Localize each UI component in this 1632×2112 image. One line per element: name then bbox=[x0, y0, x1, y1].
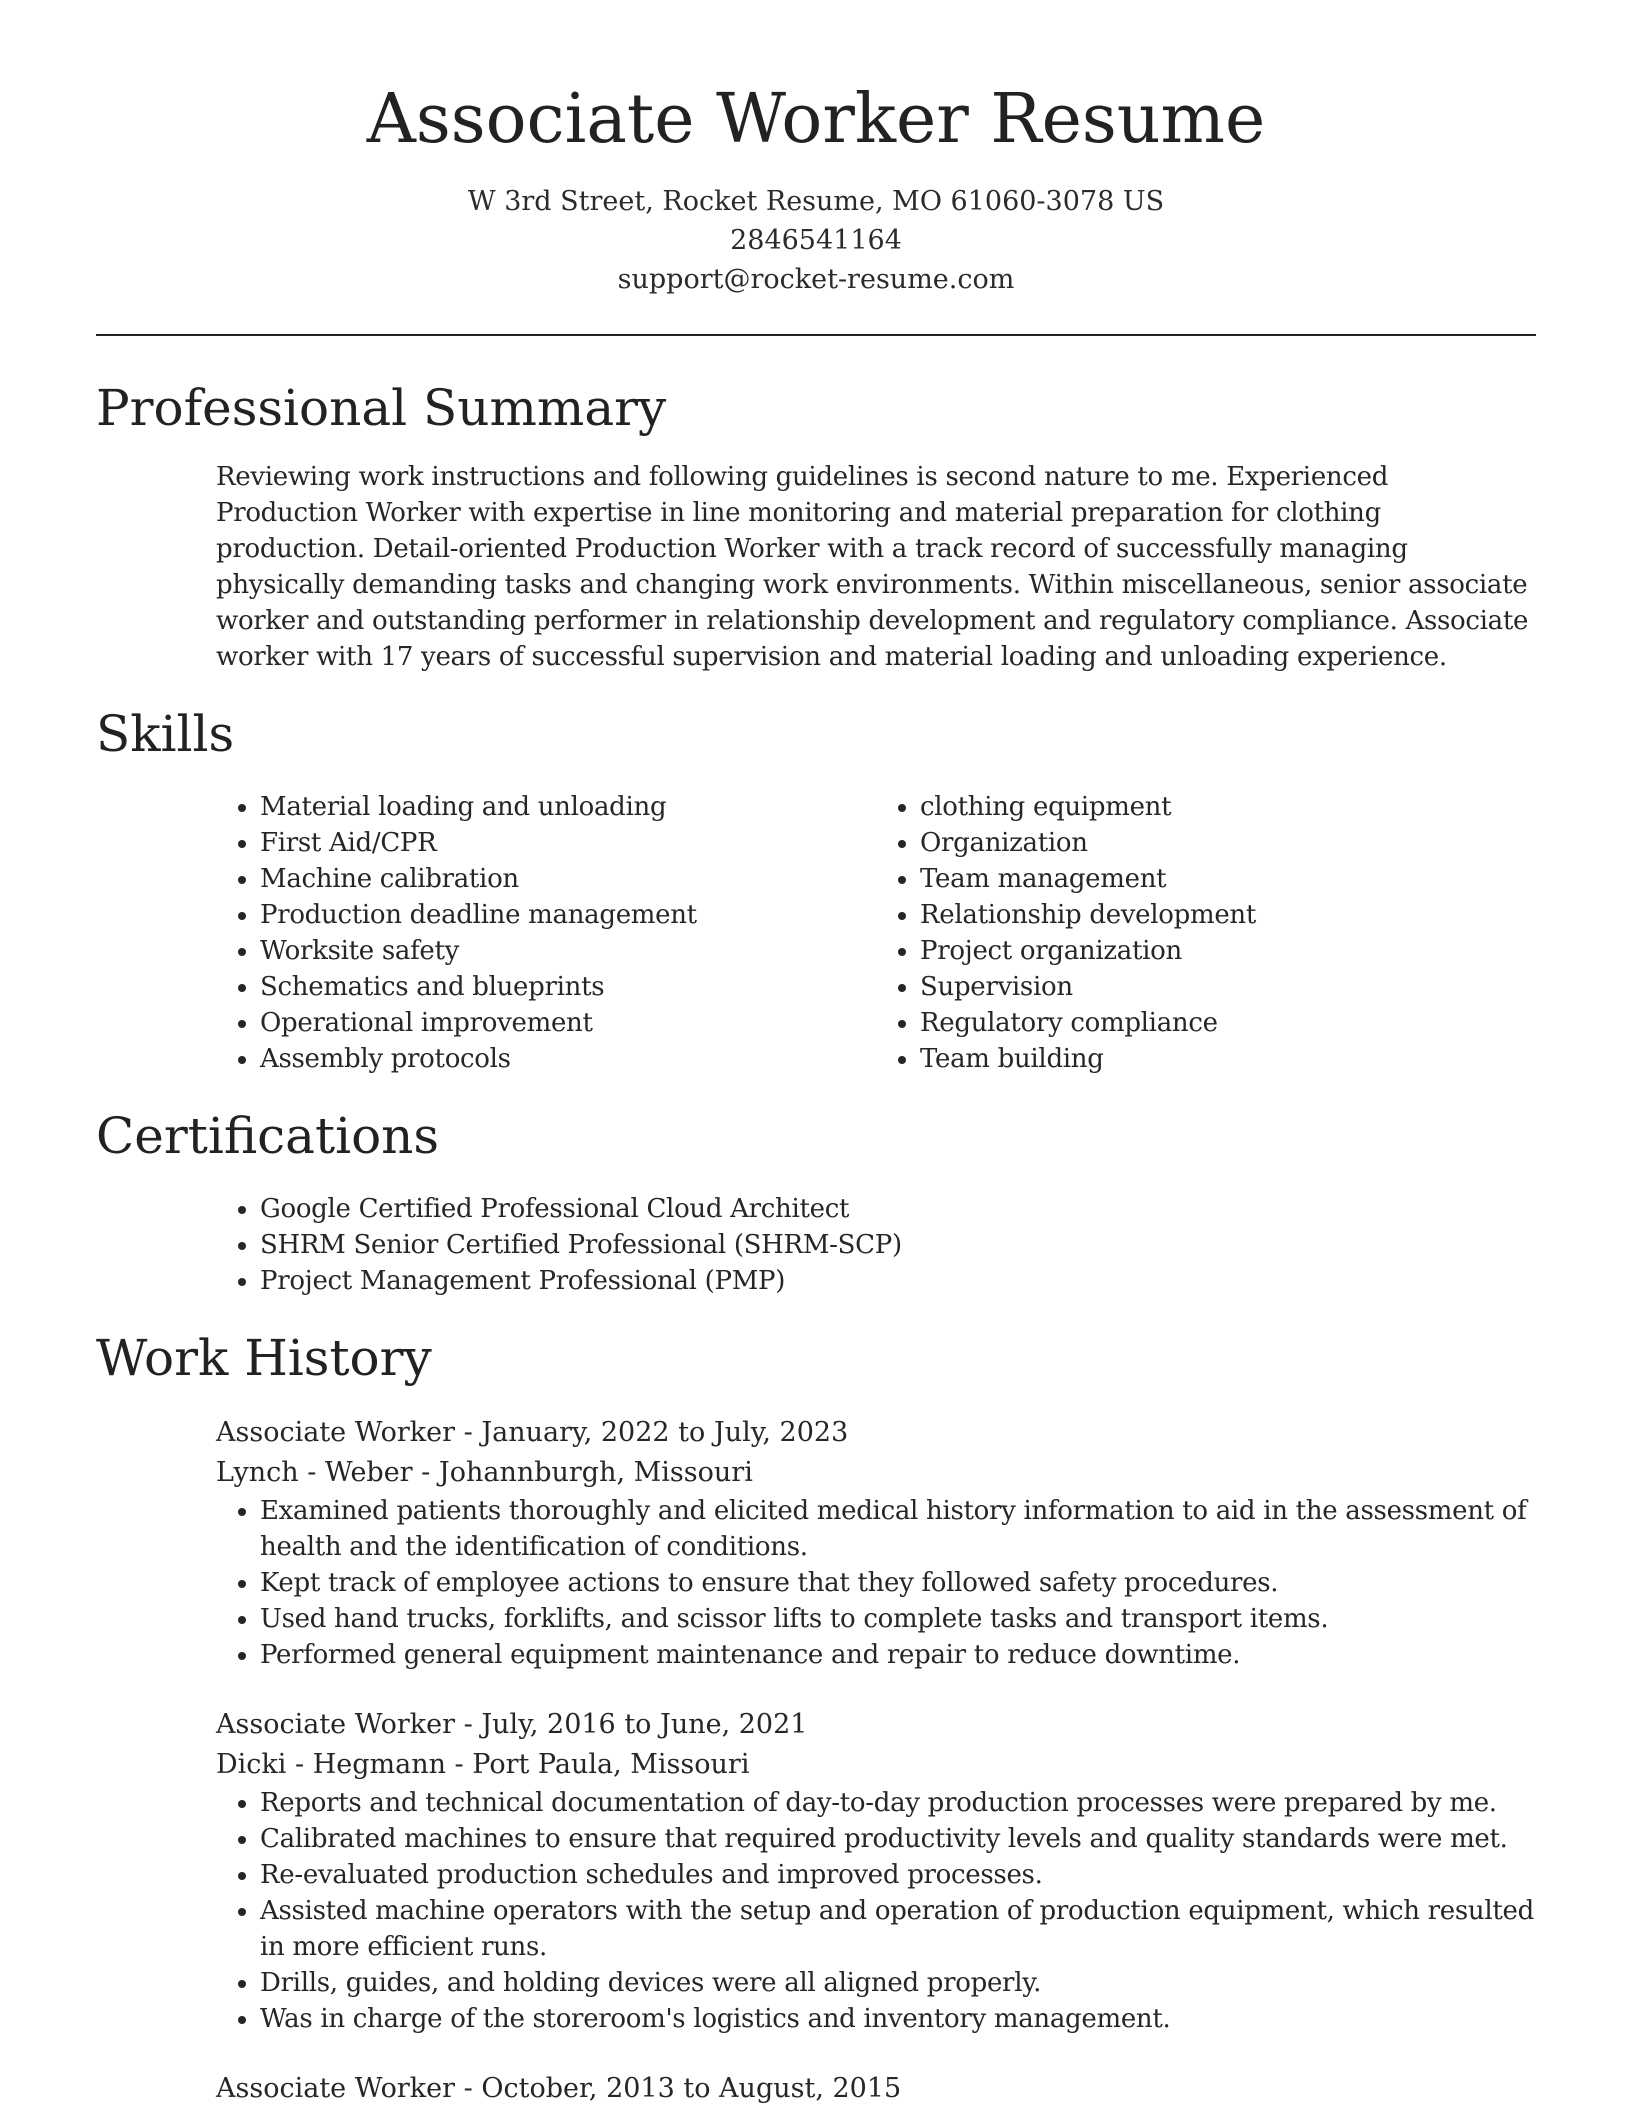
job-duties bbox=[216, 1493, 1536, 1673]
job-duty-item: • Reports and technical documentation of day-to-day production processes were prepared by me. bbox=[260, 1785, 1536, 1821]
job-company-location: Lynch - Weber - Johannburgh, Missouri bbox=[216, 1457, 753, 1488]
skill-item: • Organization bbox=[920, 825, 1536, 861]
skills-column-left bbox=[216, 789, 876, 1077]
job-title-dates: Associate Worker - October, 2013 to August, 2015 bbox=[216, 2073, 902, 2104]
contact-block bbox=[96, 182, 1536, 299]
job-entry bbox=[216, 2069, 1536, 2109]
job-duty-item: • Assisted machine operators with the setup and operation of production equipment, which resulted in more efficient runs. bbox=[260, 1893, 1536, 1965]
resume-header bbox=[96, 0, 1536, 299]
certification-item: • SHRM Senior Certified Professional (SHRM-SCP) bbox=[260, 1227, 1536, 1263]
skill-item: • First Aid/CPR bbox=[260, 825, 876, 861]
job-duty-item: • Re-evaluated production schedules and improved processes. bbox=[260, 1857, 1536, 1893]
contact-email: support@rocket-resume.com bbox=[617, 264, 1015, 295]
skill-item: • clothing equipment bbox=[920, 789, 1536, 825]
certification-item: • Project Management Professional (PMP) bbox=[260, 1263, 1536, 1299]
work-history-heading: Work History bbox=[96, 1329, 432, 1387]
skill-item: • Regulatory compliance bbox=[920, 1005, 1536, 1041]
skill-item: • Material loading and unloading bbox=[260, 789, 876, 825]
skill-item: • Assembly protocols bbox=[260, 1041, 876, 1077]
skill-item: • Worksite safety bbox=[260, 933, 876, 969]
job-entry bbox=[216, 1413, 1536, 1673]
job-entry bbox=[216, 1705, 1536, 2037]
job-title-dates: Associate Worker - July, 2016 to June, 2021 bbox=[216, 1709, 808, 1740]
skill-item: • Relationship development bbox=[920, 897, 1536, 933]
certifications-bullets bbox=[216, 1191, 1536, 1299]
job-duty-item: • Drills, guides, and holding devices were all aligned properly. bbox=[260, 1965, 1536, 2001]
resume-title: Associate Worker Resume bbox=[366, 80, 1266, 159]
job-duty-item: • Kept track of employee actions to ensure that they followed safety procedures. bbox=[260, 1565, 1536, 1601]
job-duty-item: • Was in charge of the storeroom's logistics and inventory management. bbox=[260, 2001, 1536, 2037]
job-duty-item: • Performed general equipment maintenance and repair to reduce downtime. bbox=[260, 1637, 1536, 1673]
summary-text: Reviewing work instructions and following guidelines is second nature to me. Experienced Production Worker with expertise in line monitoring and material preparation for clothing production. Detail-oriented Production Worker with a track record of successfully managing physically demanding tasks and changing work environments. Within miscellaneous, senior associate worker and outstanding performer in relationship development and regulatory compliance. Associate worker with 17 years of successful supervision and material loading and unloading experience. bbox=[216, 462, 1529, 672]
certifications-list bbox=[216, 1191, 1536, 1299]
header-divider bbox=[96, 334, 1536, 336]
job-duties bbox=[216, 1785, 1536, 2037]
certification-item: • Google Certified Professional Cloud Architect bbox=[260, 1191, 1536, 1227]
job-duty-item: • Examined patients thoroughly and elicited medical history information to aid in the assessment of health and the identification of conditions. bbox=[260, 1493, 1536, 1565]
skill-item: • Supervision bbox=[920, 969, 1536, 1005]
job-title-dates: Associate Worker - January, 2022 to July, 2023 bbox=[216, 1417, 849, 1448]
skill-item: • Schematics and blueprints bbox=[260, 969, 876, 1005]
skill-item: • Team building bbox=[920, 1041, 1536, 1077]
job-duty-item: • Calibrated machines to ensure that required productivity levels and quality standards were met. bbox=[260, 1821, 1536, 1857]
resume-page bbox=[96, 0, 1536, 2109]
certifications-heading: Certifications bbox=[96, 1107, 440, 1165]
skills-list bbox=[216, 789, 1536, 1077]
summary-heading: Professional Summary bbox=[96, 379, 667, 437]
job-duty-item: • Used hand trucks, forklifts, and scissor lifts to complete tasks and transport items. bbox=[260, 1601, 1536, 1637]
skills-heading: Skills bbox=[96, 705, 235, 763]
skill-item: • Production deadline management bbox=[260, 897, 876, 933]
skill-item: • Operational improvement bbox=[260, 1005, 876, 1041]
skill-item: • Machine calibration bbox=[260, 861, 876, 897]
contact-phone: 2846541164 bbox=[730, 225, 902, 256]
job-company-location: Dicki - Hegmann - Port Paula, Missouri bbox=[216, 1749, 750, 1780]
skill-item: • Project organization bbox=[920, 933, 1536, 969]
skills-column-right bbox=[876, 789, 1536, 1077]
skill-item: • Team management bbox=[920, 861, 1536, 897]
contact-address: W 3rd Street, Rocket Resume, MO 61060-3078 US bbox=[467, 186, 1165, 217]
